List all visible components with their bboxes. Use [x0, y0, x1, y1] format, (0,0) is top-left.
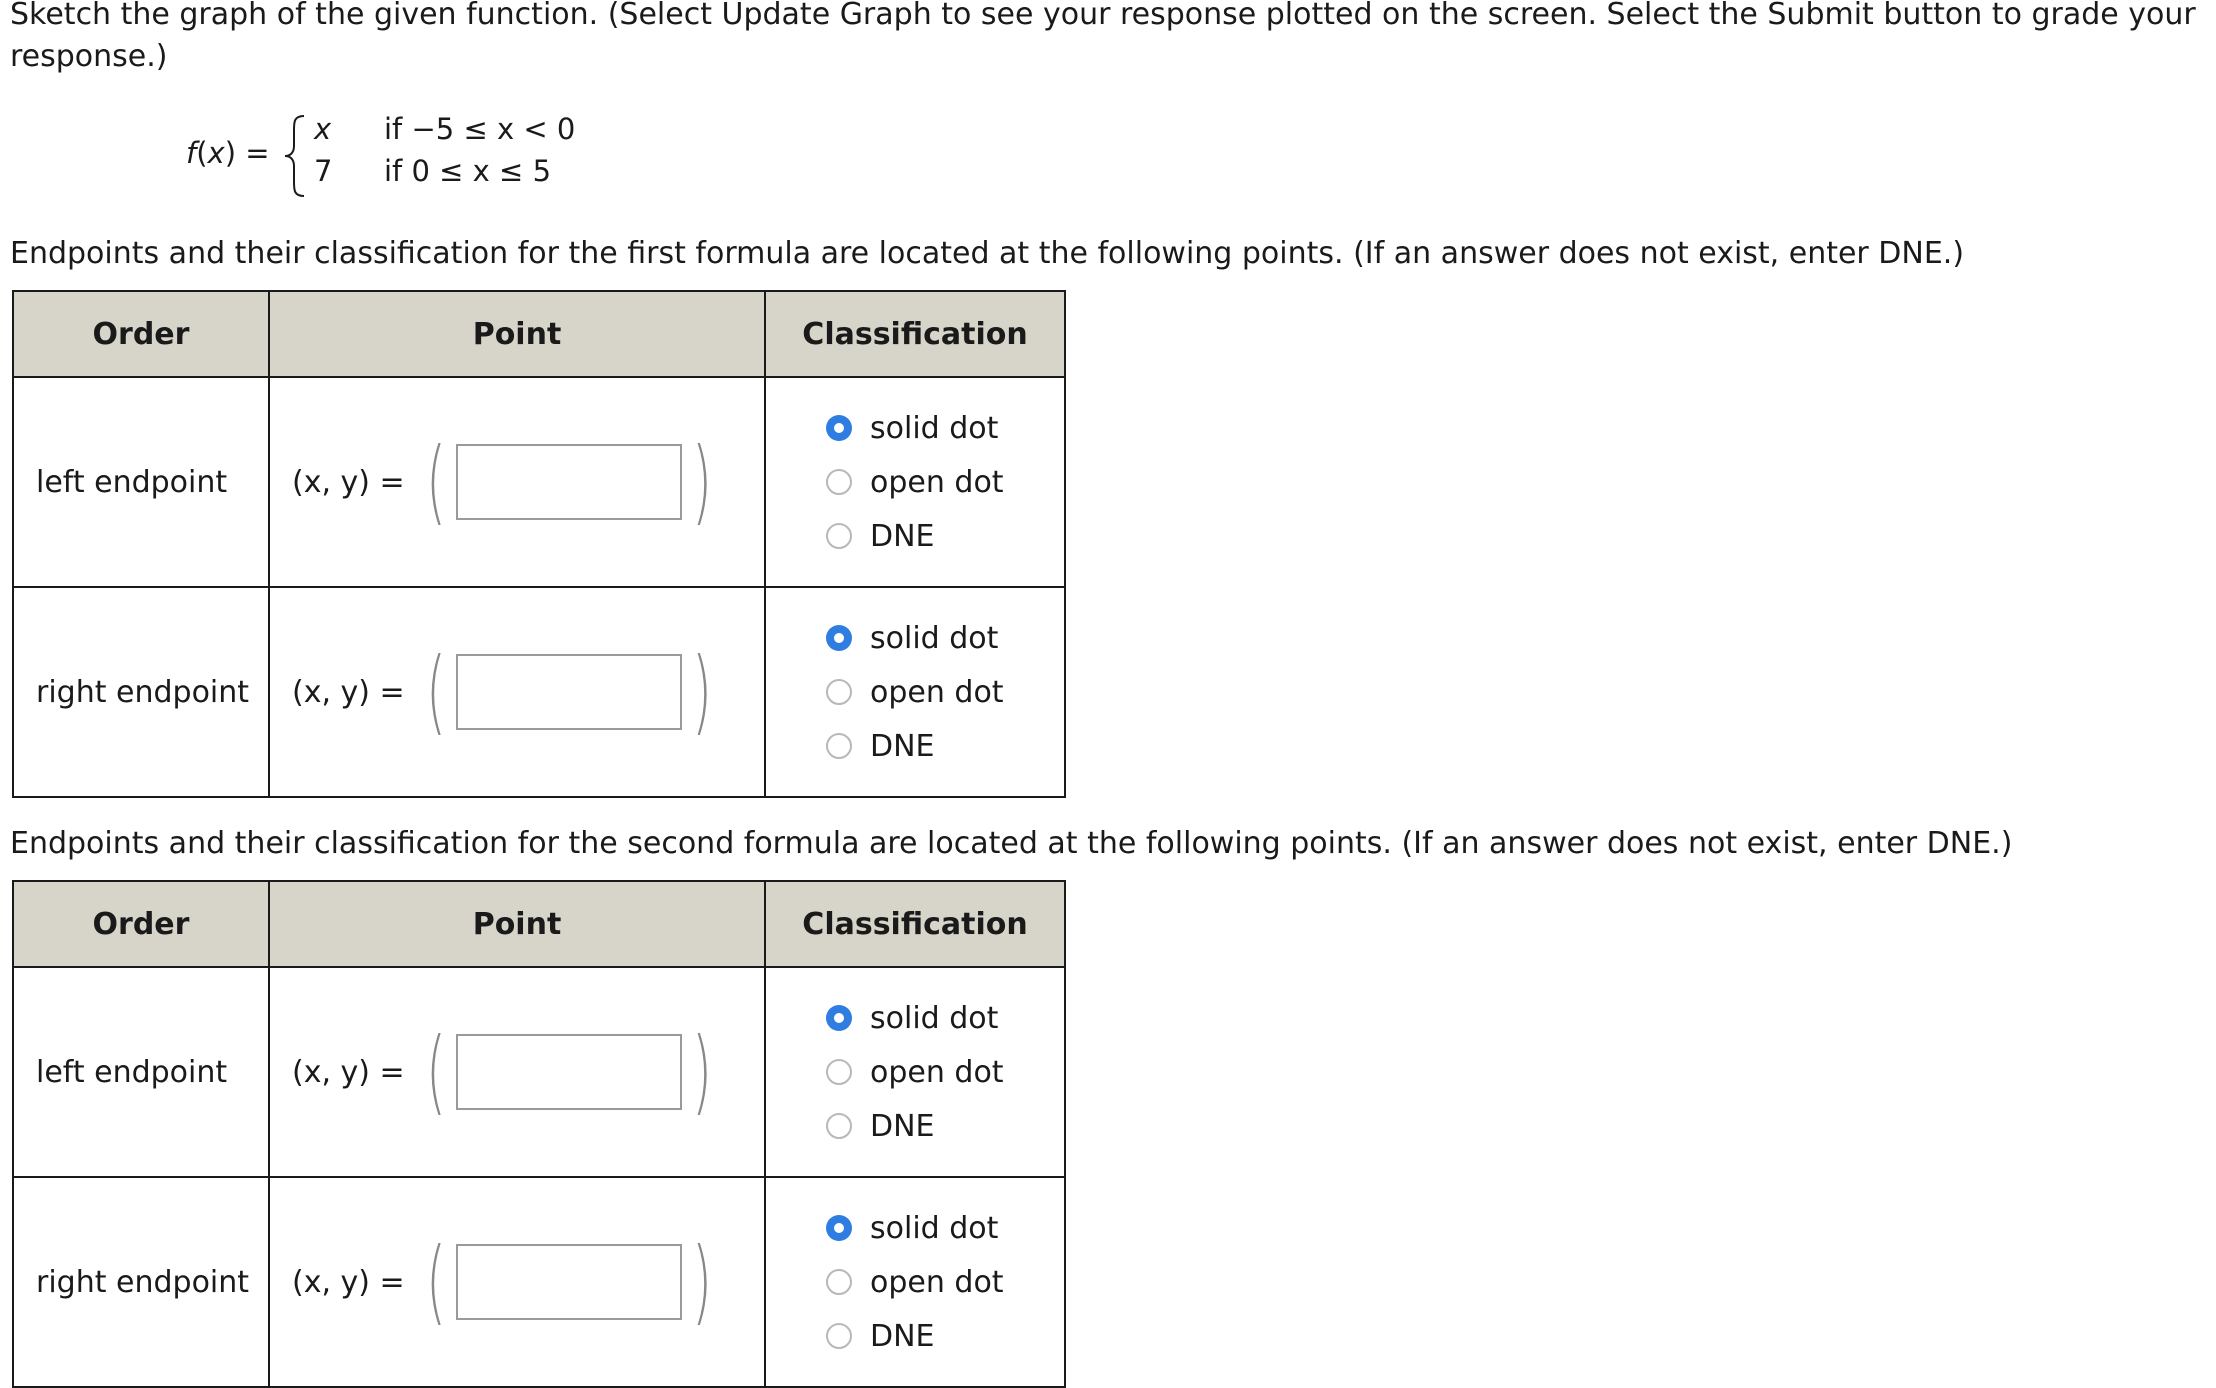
radio-label[interactable]: open dot	[870, 1054, 1004, 1090]
function-equals: =	[245, 136, 270, 170]
radio-option-open-dot[interactable]	[826, 665, 1064, 719]
order-cell: right endpoint	[13, 587, 269, 797]
radio-option-dne[interactable]	[826, 719, 1064, 773]
radio-option-dne[interactable]	[826, 509, 1064, 563]
endpoints-table	[12, 880, 1066, 1388]
table-row	[13, 1177, 1065, 1387]
classification-cell	[765, 967, 1065, 1177]
point-input[interactable]	[456, 654, 682, 730]
function-lhs: f(x) =	[186, 136, 270, 170]
radio-option-dne[interactable]	[826, 1099, 1064, 1153]
classification-cell	[765, 587, 1065, 797]
classification-radio-group	[766, 1201, 1064, 1363]
radio-option-open-dot[interactable]	[826, 455, 1064, 509]
table-header-row	[13, 291, 1065, 377]
close-paren-icon: )	[691, 428, 712, 535]
function-variable: x	[207, 136, 225, 170]
table-row	[13, 967, 1065, 1177]
table-row	[13, 587, 1065, 797]
order-cell: right endpoint	[13, 1177, 269, 1387]
column-header-classification: Classification	[765, 881, 1065, 967]
radio-label[interactable]: DNE	[870, 728, 935, 764]
close-paren-icon: )	[691, 1018, 712, 1125]
open-paren-icon: (	[426, 1228, 446, 1335]
radio-option-solid-dot[interactable]	[826, 1201, 1064, 1255]
point-input[interactable]	[456, 444, 682, 520]
radio-label[interactable]: solid dot	[870, 410, 999, 446]
radio-option-solid-dot[interactable]	[826, 611, 1064, 665]
point-cell	[269, 587, 765, 797]
point-label: (x, y) =	[292, 1054, 405, 1090]
radio-label[interactable]: open dot	[870, 464, 1004, 500]
function-piece	[314, 154, 551, 188]
section-lead-text: Endpoints and their classification for the second formula are located at the following points. (If an answer does not exist, enter DNE.)	[10, 826, 2013, 861]
radio-button[interactable]	[826, 1005, 852, 1031]
close-paren-icon: )	[691, 638, 712, 745]
column-header-point: Point	[269, 881, 765, 967]
radio-button[interactable]	[826, 469, 852, 495]
radio-button[interactable]	[826, 415, 852, 441]
radio-label[interactable]: solid dot	[870, 1210, 999, 1246]
column-header-order: Order	[13, 291, 269, 377]
radio-label[interactable]: DNE	[870, 518, 935, 554]
open-paren-icon: (	[426, 1018, 446, 1125]
radio-option-open-dot[interactable]	[826, 1045, 1064, 1099]
radio-button[interactable]	[826, 679, 852, 705]
radio-button[interactable]	[826, 1059, 852, 1085]
radio-label[interactable]: open dot	[870, 1264, 1004, 1300]
radio-option-solid-dot[interactable]	[826, 991, 1064, 1045]
point-cell	[269, 377, 765, 587]
piece-condition: if −5 ≤ x < 0	[384, 112, 576, 146]
close-paren-icon: )	[691, 1228, 712, 1335]
radio-button[interactable]	[826, 625, 852, 651]
point-input[interactable]	[456, 1244, 682, 1320]
radio-label[interactable]: DNE	[870, 1318, 935, 1354]
radio-label[interactable]: open dot	[870, 674, 1004, 710]
instructions-text: Sketch the graph of the given function. (Select Update Graph to see your response plotted on the screen. Select the Submit button to grade your response.)	[10, 0, 2196, 74]
radio-button[interactable]	[826, 1269, 852, 1295]
point-cell	[269, 967, 765, 1177]
piecewise-function	[186, 108, 606, 198]
table-header-row	[13, 881, 1065, 967]
point-cell	[269, 1177, 765, 1387]
point-input[interactable]	[456, 1034, 682, 1110]
open-paren-icon: (	[426, 638, 446, 745]
radio-button[interactable]	[826, 523, 852, 549]
radio-label[interactable]: solid dot	[870, 1000, 999, 1036]
column-header-order: Order	[13, 881, 269, 967]
radio-label[interactable]: solid dot	[870, 620, 999, 656]
radio-button[interactable]	[826, 1323, 852, 1349]
classification-radio-group	[766, 991, 1064, 1153]
point-label: (x, y) =	[292, 464, 405, 500]
classification-radio-group	[766, 611, 1064, 773]
classification-cell	[765, 1177, 1065, 1387]
function-piece	[314, 112, 575, 146]
radio-option-solid-dot[interactable]	[826, 401, 1064, 455]
radio-option-dne[interactable]	[826, 1309, 1064, 1363]
point-label: (x, y) =	[292, 674, 405, 710]
order-cell: left endpoint	[13, 967, 269, 1177]
column-header-classification: Classification	[765, 291, 1065, 377]
classification-cell	[765, 377, 1065, 587]
classification-radio-group	[766, 401, 1064, 563]
piece-value: 7	[314, 154, 333, 188]
radio-button[interactable]	[826, 1215, 852, 1241]
endpoints-table	[12, 290, 1066, 798]
radio-button[interactable]	[826, 733, 852, 759]
order-cell: left endpoint	[13, 377, 269, 587]
function-name: f	[186, 136, 197, 170]
radio-button[interactable]	[826, 1113, 852, 1139]
piece-condition: if 0 ≤ x ≤ 5	[384, 154, 552, 188]
piece-value: x	[314, 112, 332, 146]
point-label: (x, y) =	[292, 1264, 405, 1300]
radio-option-open-dot[interactable]	[826, 1255, 1064, 1309]
table-row	[13, 377, 1065, 587]
section-lead-text: Endpoints and their classification for the first formula are located at the following points. (If an answer does not exist, enter DNE.)	[10, 236, 1965, 271]
open-paren-icon: (	[426, 428, 446, 535]
column-header-point: Point	[269, 291, 765, 377]
radio-label[interactable]: DNE	[870, 1108, 935, 1144]
left-brace-icon	[282, 114, 308, 198]
